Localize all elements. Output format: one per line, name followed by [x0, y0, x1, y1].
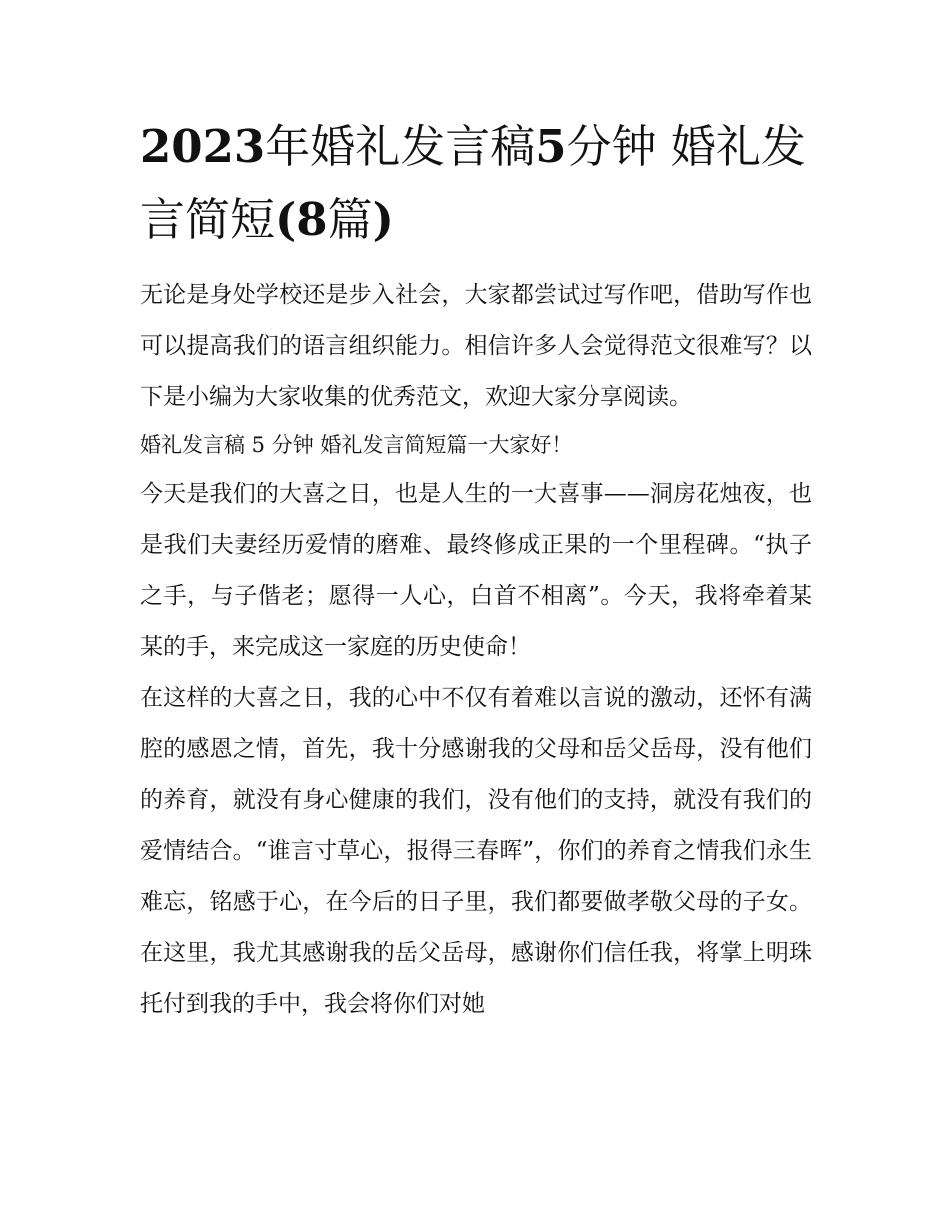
- section-heading-paragraph: 婚礼发言稿 5 分钟 婚礼发言简短篇一大家好！: [140, 433, 573, 457]
- document-title: [140, 110, 812, 256]
- title-text-1: 年婚礼发言稿: [265, 120, 536, 173]
- body-paragraph: 今天是我们的大喜之日，也是人生的一大喜事——洞房花烛夜，也是我们夫妻经历爱情的磨难、最终修成正果的一个里程碑。“执子之手，与子偕老；愿得一人心，白首不相离”。今天，我将牵着某某的手，来完成这一家庭的历史使命！: [140, 481, 812, 660]
- intro-paragraph: 无论是身处学校还是步入社会，大家都尝试过写作吧，借助写作也可以提高我们的语言组织能力。相信许多人会觉得范文很难写？以下是小编为大家收集的优秀范文，欢迎大家分享阅读。: [140, 282, 812, 410]
- body-paragraph: 在这样的大喜之日，我的心中不仅有着难以言说的激动，还怀有满腔的感恩之情，首先，我十分感谢我的父母和岳父岳母，没有他们的养育，就没有身心健康的我们，没有他们的支持，就没有我们的爱情结合。“谁言寸草心，报得三春晖”，你们的养育之情我们永生难忘，铭感于心，在今后的日子里，我们都要做孝敬父母的子女。在这里，我尤其感谢我的岳父岳母，感谢你们信任我，将掌上明珠托付到我的手中，我会将你们对她: [140, 685, 812, 1017]
- document-body: [140, 270, 812, 1030]
- title-count: (8: [275, 193, 328, 246]
- title-text-3: 篇: [327, 193, 373, 246]
- title-close-paren: ): [372, 193, 394, 246]
- title-text-2: 分钟 婚礼发言简短: [140, 120, 806, 246]
- title-year: 2023: [140, 120, 266, 173]
- document-page: [140, 110, 812, 1030]
- title-number: 5: [535, 120, 567, 173]
